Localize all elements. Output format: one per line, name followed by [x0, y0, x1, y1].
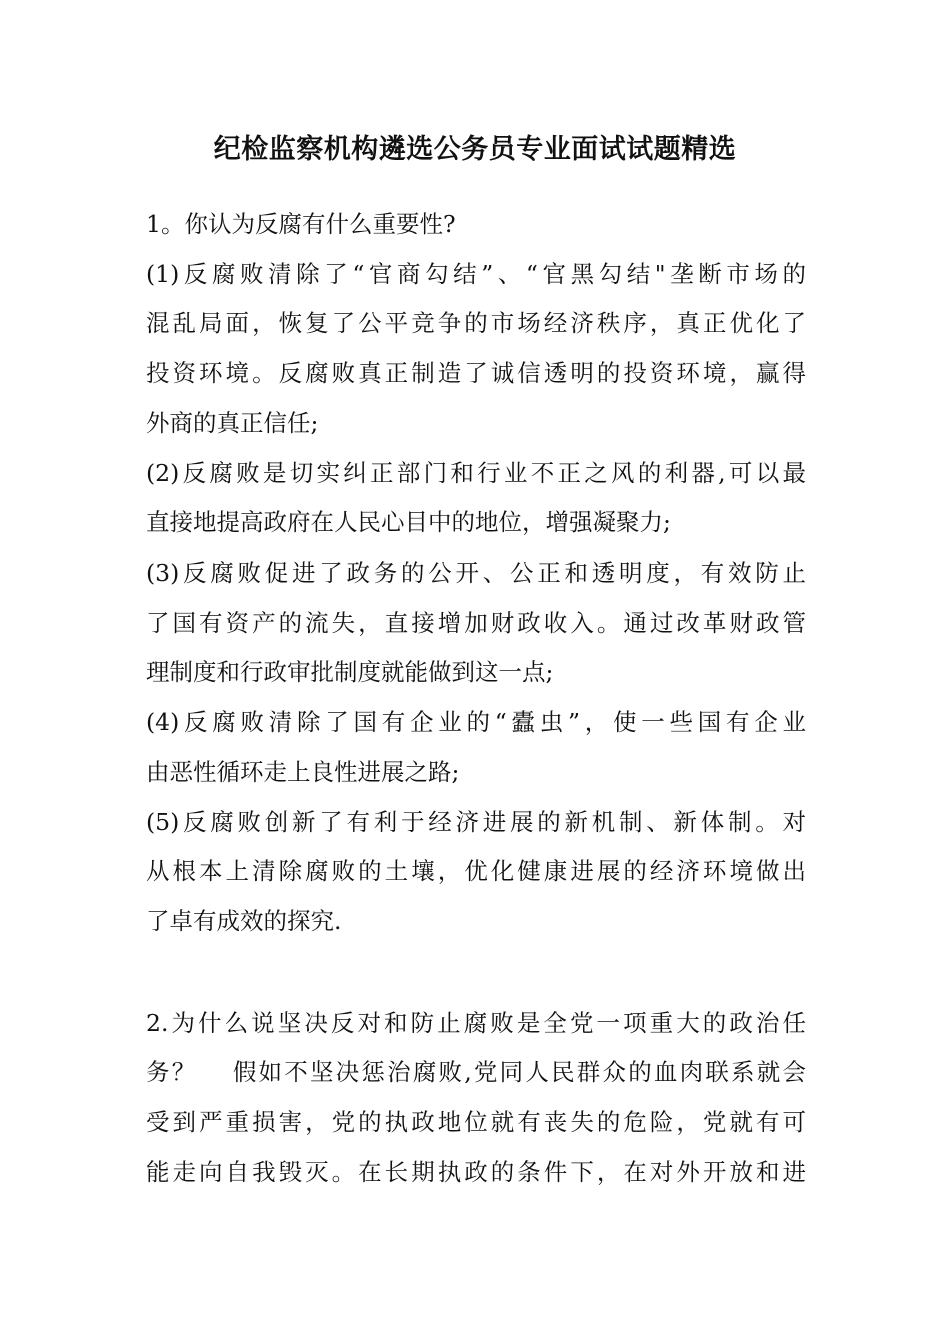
paragraph-line: 了卓有成效的探究. [146, 907, 342, 935]
paragraph-line: 务？ 假如不坚决惩治腐败,党同人民群众的血肉联系就会 [146, 1058, 806, 1086]
paragraph-line: (3)反腐败促进了政务的公开、公正和透明度，有效防止 [146, 559, 806, 587]
paragraph-line: (5)反腐败创新了有利于经济进展的新机制、新体制。对 [146, 808, 806, 836]
paragraph-line: 外商的真正信任; [146, 409, 319, 437]
paragraph-line: 从根本上清除腐败的土壤，优化健康进展的经济环境做出 [146, 857, 806, 885]
question-1-heading: 1。你认为反腐有什么重要性? [146, 210, 456, 238]
paragraph-line: (2)反腐败是切实纠正部门和行业不正之风的利器,可以最 [146, 459, 806, 487]
paragraph-line: 能走向自我毁灭。在长期执政的条件下，在对外开放和进 [146, 1158, 806, 1186]
paragraph-line: 理制度和行政审批制度就能做到这一点; [146, 658, 554, 686]
paragraph-line: 由恶性循环走上良性进展之路; [146, 758, 460, 786]
document-title: 纪检监察机构遴选公务员专业面试试题精选 [213, 134, 737, 165]
paragraph-line: 投资环境。反腐败真正制造了诚信透明的投资环境，赢得 [146, 359, 806, 387]
paragraph-line: 混乱局面，恢复了公平竞争的市场经济秩序，真正优化了 [146, 309, 806, 337]
paragraph-line: 直接地提高政府在人民心目中的地位，增强凝聚力; [146, 508, 671, 536]
question-2-line: 2.为什么说坚决反对和防止腐败是全党一项重大的政治任 [146, 1009, 806, 1037]
paragraph-line: (4)反腐败清除了国有企业的“蠹虫”，使一些国有企业 [146, 708, 806, 736]
paragraph-line: 了国有资产的流失，直接增加财政收入。通过改革财政管 [146, 609, 806, 637]
paragraph-line: (1)反腐败清除了“官商勾结”、“官黑勾结"垄断市场的 [146, 260, 806, 288]
paragraph-line: 受到严重损害，党的执政地位就有丧失的危险，党就有可 [146, 1108, 806, 1136]
